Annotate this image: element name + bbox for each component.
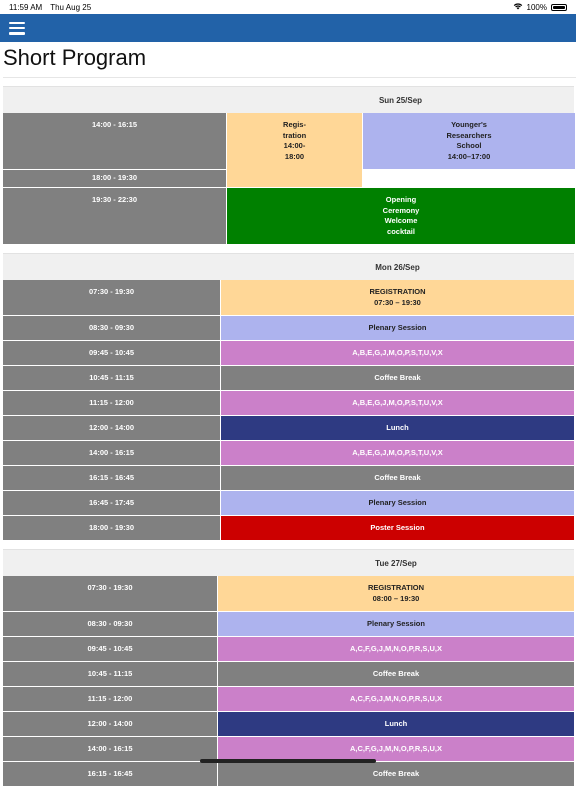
schedule bbox=[3, 86, 574, 795]
event-plenary-session[interactable]: Plenary Session bbox=[218, 612, 574, 636]
day-header bbox=[3, 549, 574, 576]
home-indicator[interactable] bbox=[200, 759, 376, 763]
battery-percent: 100% bbox=[526, 2, 547, 12]
event-parallel-sessions[interactable]: A,C,F,G,J,M,N,O,P,R,S,U,X bbox=[218, 687, 574, 711]
day-label: Mon 26/Sep bbox=[375, 262, 420, 272]
time-cell: 07:30 - 19:30 bbox=[3, 576, 217, 611]
time-cell: 16:15 - 16:45 bbox=[3, 762, 217, 786]
event-registration[interactable] bbox=[221, 280, 574, 315]
event-opening-ceremony[interactable] bbox=[227, 188, 575, 244]
day-tuesday bbox=[3, 549, 574, 786]
time-cell: 11:15 - 12:00 bbox=[3, 391, 220, 415]
wifi-icon bbox=[513, 2, 523, 12]
time-cell: 19:30 - 22:30 bbox=[3, 188, 226, 244]
event-poster-session[interactable]: Poster Session bbox=[221, 516, 574, 540]
status-time: 11:59 AM bbox=[9, 2, 43, 12]
day-label: Sun 25/Sep bbox=[378, 95, 423, 105]
time-cell: 14:00 - 16:15 bbox=[3, 113, 226, 169]
event-plenary-session[interactable]: Plenary Session bbox=[221, 316, 574, 340]
event-line: 18:00 bbox=[284, 151, 305, 161]
hamburger-icon[interactable] bbox=[9, 22, 25, 35]
event-line: REGISTRATION bbox=[367, 583, 425, 592]
day-header bbox=[3, 86, 574, 113]
event-line: Ceremony bbox=[382, 205, 420, 215]
time-cell: 10:45 - 11:15 bbox=[3, 662, 217, 686]
event-line: School bbox=[456, 141, 482, 150]
day-sunday bbox=[3, 86, 574, 244]
event-parallel-sessions[interactable]: A,B,E,G,J,M,O,P,S,T,U,V,X bbox=[221, 341, 574, 365]
event-plenary-session[interactable]: Plenary Session bbox=[221, 491, 574, 515]
event-youngers-school[interactable] bbox=[363, 113, 575, 169]
event-lunch[interactable]: Lunch bbox=[221, 416, 574, 440]
event-line: cocktail bbox=[387, 226, 415, 236]
time-cell: 10:45 - 11:15 bbox=[3, 366, 220, 390]
event-coffee-break[interactable]: Coffee Break bbox=[218, 662, 574, 686]
event-line: 08:00 – 19:30 bbox=[372, 593, 420, 603]
event-line: Opening bbox=[385, 195, 417, 204]
time-cell: 09:45 - 10:45 bbox=[3, 341, 220, 365]
event-line: 14:00- bbox=[283, 141, 306, 150]
day-monday bbox=[3, 253, 574, 540]
event-line: Researchers bbox=[446, 130, 492, 140]
day-label: Tue 27/Sep bbox=[375, 558, 417, 568]
time-cell: 16:45 - 17:45 bbox=[3, 491, 220, 515]
event-coffee-break[interactable]: Coffee Break bbox=[218, 762, 574, 786]
event-parallel-sessions[interactable]: A,B,E,G,J,M,O,P,S,T,U,V,X bbox=[221, 391, 574, 415]
event-coffee-break[interactable]: Coffee Break bbox=[221, 366, 574, 390]
event-line: 07:30 – 19:30 bbox=[374, 297, 421, 307]
status-bar bbox=[0, 0, 576, 14]
event-parallel-sessions[interactable]: A,C,F,G,J,M,N,O,P,R,S,U,X bbox=[218, 737, 574, 761]
event-parallel-sessions[interactable]: A,B,E,G,J,M,O,P,S,T,U,V,X bbox=[221, 441, 574, 465]
event-line: Regis- bbox=[283, 120, 306, 129]
event-lunch[interactable]: Lunch bbox=[218, 712, 574, 736]
event-line: Welcome bbox=[384, 216, 418, 225]
time-cell: 08:30 - 09:30 bbox=[3, 612, 217, 636]
time-cell: 08:30 - 09:30 bbox=[3, 316, 220, 340]
event-registration[interactable] bbox=[227, 113, 362, 187]
event-coffee-break[interactable]: Coffee Break bbox=[221, 466, 574, 490]
event-registration[interactable] bbox=[218, 576, 574, 611]
page-title: Short Program bbox=[3, 45, 576, 78]
time-cell: 18:00 - 19:30 bbox=[3, 516, 220, 540]
time-cell: 12:00 - 14:00 bbox=[3, 712, 217, 736]
time-cell: 18:00 - 19:30 bbox=[3, 170, 226, 187]
time-cell: 07:30 - 19:30 bbox=[3, 280, 220, 315]
time-cell: 16:15 - 16:45 bbox=[3, 466, 220, 490]
time-cell: 11:15 - 12:00 bbox=[3, 687, 217, 711]
event-line: REGISTRATION bbox=[369, 287, 426, 296]
time-cell: 14:00 - 16:15 bbox=[3, 441, 220, 465]
event-line: tration bbox=[282, 130, 307, 140]
event-parallel-sessions[interactable]: A,C,F,G,J,M,N,O,P,R,S,U,X bbox=[218, 637, 574, 661]
event-line: 14:00–17:00 bbox=[447, 151, 491, 161]
nav-bar bbox=[0, 14, 576, 42]
time-cell: 12:00 - 14:00 bbox=[3, 416, 220, 440]
battery-icon bbox=[551, 4, 567, 11]
time-cell: 09:45 - 10:45 bbox=[3, 637, 217, 661]
day-header bbox=[3, 253, 574, 280]
time-cell: 14:00 - 16:15 bbox=[3, 737, 217, 761]
event-line: Younger's bbox=[451, 120, 487, 129]
status-date: Thu Aug 25 bbox=[50, 2, 92, 12]
